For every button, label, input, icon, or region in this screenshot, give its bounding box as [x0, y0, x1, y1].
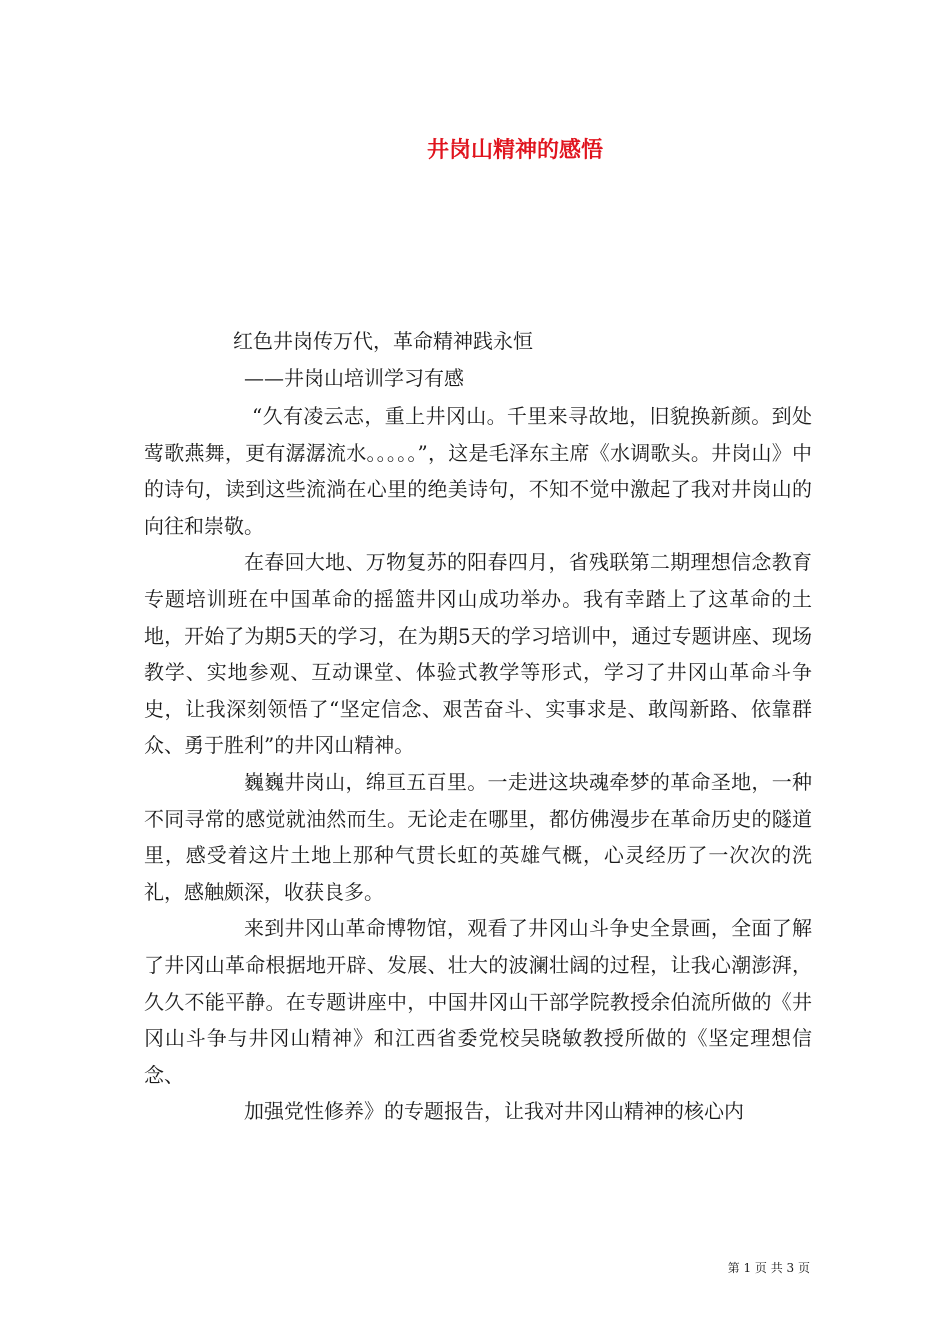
subtitle-sub: ——井岗山培训学习有感 — [244, 366, 464, 390]
paragraph-party-spirit: 加强党性修养》的专题报告，让我对井冈山精神的核心内 — [244, 1099, 744, 1124]
document-body — [144, 398, 812, 1130]
page-title: 井岗山精神的感悟 — [426, 137, 603, 163]
paragraph-jinggangshan: 巍巍井岗山，绵亘五百里。一走进这块魂牵梦的革命圣地，一种不同寻常的感觉就油然而生。无论走在哪里，都仿佛漫步在革命历史的隧道里，感受着这片土地上那种气贯长虹的英雄气概，心灵经历了一次次的洗礼，感触颇深，收获良多。 — [144, 769, 812, 904]
subtitle-main: 红色井岗传万代，革命精神践永恒 — [233, 329, 533, 353]
paragraph-training: 在春回大地、万物复苏的阳春四月，省残联第二期理想信念教育专题培训班在中国革命的摇篮井冈山成功举办。我有幸踏上了这革命的土地，开始了为期5天的学习，在为期5天的学习培训中，通过专题讲座、现场教学、实地参观、互动课堂、体验式教学等形式，学习了井冈山革命斗争史，让我深刻领悟了“坚定信念、艰苦奋斗、实事求是、敢闯新路、依靠群众、勇于胜利”的井冈山精神。 — [144, 550, 812, 758]
page-footer: 第 1 页 共 3 页 — [727, 1261, 810, 1275]
paragraph-museum: 来到井冈山革命博物馆，观看了井冈山斗争史全景画，全面了解了井冈山革命根据地开辟、发展、壮大的波澜壮阔的过程，让我心潮澎湃，久久不能平静。在专题讲座中，中国井冈山干部学院教授余伯流所做的《井冈山斗争与井冈山精神》和江西省委党校吴晓敏教授所做的《坚定理想信念、 — [144, 916, 812, 1087]
paragraph-poem: “久有凌云志，重上井冈山。千里来寻故地，旧貌换新颜。到处莺歌燕舞，更有潺潺流水。。。。。”，这是毛泽东主席《水调歌头。井岗山》中的诗句，读到这些流淌在心里的绝美诗句，不知不觉中激起了我对井岗山的向往和崇敬。 — [144, 404, 812, 538]
